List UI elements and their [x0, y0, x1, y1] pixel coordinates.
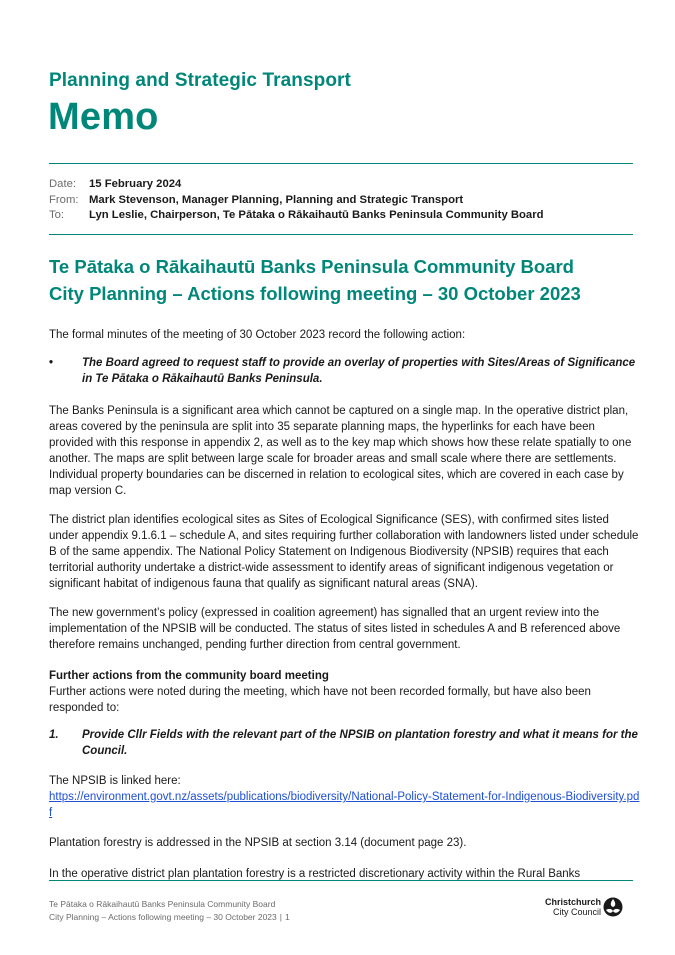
action-bullet: [49, 355, 641, 387]
from-value: Mark Stevenson, Manager Planning, Planning and Strategic Transport: [89, 193, 464, 206]
council-logo: [528, 896, 628, 920]
npsib-link-block: [49, 773, 641, 821]
date-label: Date:: [49, 178, 77, 190]
bullet-text: The Board agreed to request staff to provide an overlay of properties with Sites/Areas of Significance in Te Pātaka o Rākaihautū Banks Peninsula.: [82, 357, 636, 385]
paragraph-plantation-forestry: Plantation forestry is addressed in the NPSIB at section 3.14 (document page 23).: [49, 837, 467, 849]
further-actions-heading: Further actions from the community board meeting: [49, 670, 329, 682]
department-heading: Planning and Strategic Transport: [49, 70, 351, 91]
intro-paragraph: The formal minutes of the meeting of 30 October 2023 record the following action:: [49, 329, 466, 341]
footer-divider: [49, 880, 633, 881]
npsib-intro: The NPSIB is linked here:: [49, 775, 181, 787]
paragraph-banks-peninsula: The Banks Peninsula is a significant area which cannot be captured on a single map. In the operative district plan, areas covered by the peninsula are split into 35 separate planning maps, the hyperlinks for each have been provided with this response in appendix 2, as well as to the key map which shows how these relate spatially to one another. The maps are split between large scale for broader areas and small scale where there are settlements. Individual property boundaries can be discerned in relation to ecological sites, which are covered in each case by map version C.: [49, 405, 632, 497]
logo-wordmark: [528, 898, 601, 917]
from-label: From:: [49, 193, 79, 206]
document-title: [49, 253, 581, 307]
paragraph-government-policy: The new government’s policy (expressed in coalition agreement) has signalled that an urgent review into the implementation of the NPSIB will be conducted. The status of sites listed in schedules A and B referenced above therefore remains unchanged, pending further direction from central government.: [49, 607, 621, 651]
item-text: Provide Cllr Fields with the relevant part of the NPSIB on plantation forestry and what it means for the Council.: [82, 729, 638, 757]
header-divider: [49, 163, 633, 164]
meta-to-row: [49, 208, 544, 224]
footer-title: City Planning – Actions following meeting – 30 October 2023: [49, 912, 277, 922]
footer-line-1: Te Pātaka o Rākaihautū Banks Peninsula Community Board: [49, 899, 276, 909]
council-emblem-icon: [603, 897, 623, 917]
further-actions-intro: Further actions were noted during the meeting, which have not been recorded formally, but have also been responded to:: [49, 686, 591, 714]
memo-heading: Memo: [48, 96, 159, 138]
title-line-1: Te Pātaka o Rākaihautū Banks Peninsula Community Board: [49, 256, 574, 277]
to-label: To:: [49, 209, 65, 221]
meta-from-row: [49, 193, 463, 209]
to-value: Lyn Leslie, Chairperson, Te Pātaka o Rākaihautū Banks Peninsula Community Board: [89, 209, 544, 221]
meta-divider: [49, 234, 633, 235]
footer-separator: |: [279, 912, 282, 922]
item-number: 1.: [49, 729, 59, 741]
date-value: 15 February 2024: [89, 178, 182, 190]
logo-line-1: Christchurch: [544, 897, 601, 907]
meta-date-row: [49, 177, 181, 193]
paragraph-district-plan: In the operative district plan plantation forestry is a restricted discretionary activity within the Rural Banks: [49, 868, 581, 880]
page-number: 1: [284, 912, 290, 922]
footer: [49, 898, 290, 924]
further-actions-section: [49, 668, 641, 716]
npsib-hyperlink[interactable]: https://environment.govt.nz/assets/publications/biodiversity/National-Policy-Statement-for-Indigenous-Biodiversity.pdf: [49, 791, 640, 819]
numbered-item-1: [49, 727, 641, 759]
title-line-2: City Planning – Actions following meeting – 30 October 2023: [49, 283, 581, 304]
logo-line-2: City Council: [552, 906, 601, 917]
paragraph-ecological-sites: The district plan identifies ecological sites as Sites of Ecological Significance (SES), with confirmed sites listed under appendix 9.1.6.1 – schedule A, and sites requiring further collaboration with landowners listed under schedule B of the same appendix. The National Policy Statement on Indigenous Biodiversity (NPSIB) requires that each territorial authority undertake a district-wide assessment to identify areas of significant indigenous vegetation or significant habitat of indigenous fauna that qualify as significant natural areas (SNA).: [49, 514, 639, 590]
footer-line-2: [49, 911, 290, 924]
bullet-dot: •: [49, 357, 54, 369]
